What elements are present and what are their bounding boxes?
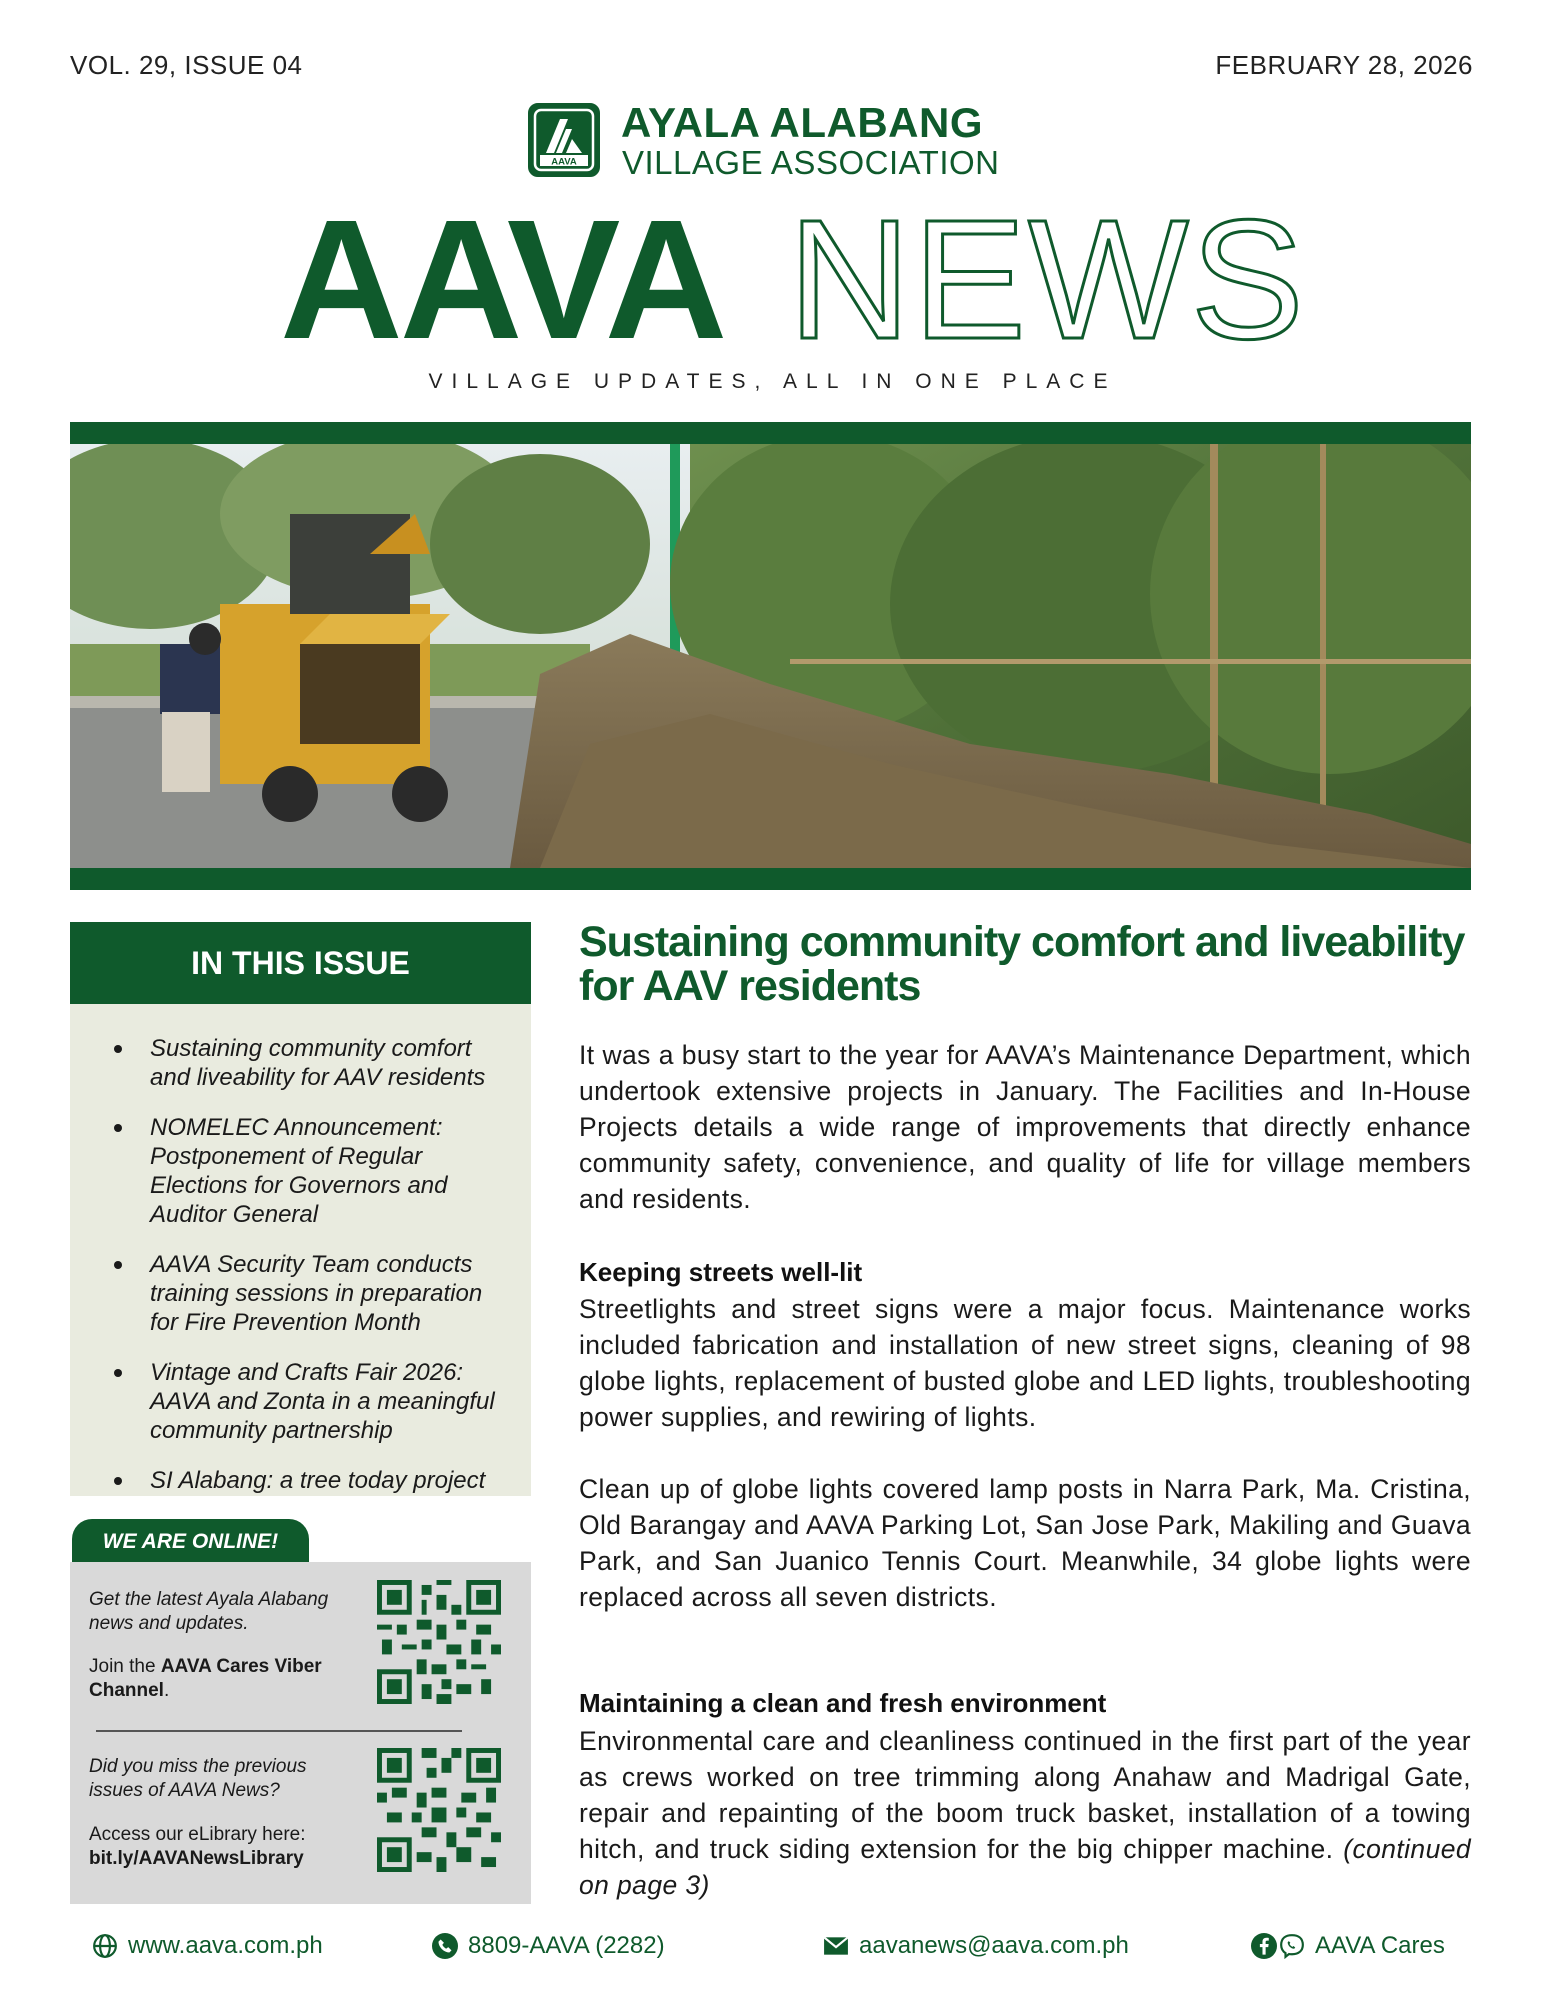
hero-bottom-bar <box>70 868 1471 890</box>
section-heading: Keeping streets well-lit <box>579 1257 863 1287</box>
toc-item-label: NOMELEC Announcement: Postponement of Regular Elections for Governors and Auditor General <box>150 1114 448 1228</box>
library-link[interactable]: bit.ly/AAVANewsLibrary <box>89 1848 304 1869</box>
facebook-icon <box>1251 1933 1277 1959</box>
phone-icon <box>432 1933 458 1959</box>
qr-code-icon[interactable] <box>377 1580 501 1704</box>
article-paragraph: Streetlights and street signs were a major focus. Maintenance works included fabrication and installation of new street signs, cleaning of 98 globe lights, replacement of busted globe and LED lights, troubleshooting power supplies, and rewiring of lights. <box>579 1294 1471 1432</box>
bullet-icon <box>114 1045 122 1053</box>
article-paragraph: Environmental care and cleanliness continued in the first part of the year as crews worked on tree trimming along Anahaw and Madrigal Gate, repair and repainting of the boom truck basket, installation of a towing hitch, and truck siding extension for the big chipper machine. (continued on page 3) <box>579 1726 1471 1900</box>
website-text: www.aava.com.ph <box>128 1932 323 1959</box>
toc-item-label: Sustaining community comfort and liveability for AAV residents <box>150 1035 486 1091</box>
issue-date: FEBRUARY 28, 2026 <box>1215 50 1473 80</box>
bullet-icon <box>114 1369 122 1377</box>
article-intro: It was a busy start to the year for AAVA’s Maintenance Department, which undertook extensive projects in January. The Facilities and In-House Projects details a wide range of improvements that directly enhance community safety, convenience, and quality of life for village members and residents. <box>579 1040 1471 1214</box>
footer-website[interactable] <box>92 1932 323 1960</box>
footer-email[interactable] <box>823 1932 1129 1960</box>
bullet-icon <box>114 1124 122 1132</box>
logo-text: AAVA <box>551 156 577 168</box>
phone-text: 8809-AAVA (2282) <box>468 1932 665 1959</box>
hero-photo <box>70 444 1471 868</box>
section-heading: Maintaining a clean and fresh environment <box>579 1688 1107 1718</box>
masthead-aava: AAVA <box>280 185 725 375</box>
continued-note[interactable]: (continued on page 3) <box>579 1834 1471 1900</box>
article-title: Sustaining community comfort and liveability for AAV residents <box>579 918 1465 1010</box>
hero-top-bar <box>70 422 1471 444</box>
toc-item[interactable] <box>110 1034 511 1092</box>
org-name-line1: AYALA ALABANG <box>621 99 983 146</box>
toc-heading: IN THIS ISSUE <box>70 922 531 1004</box>
viber-join-text: Join the AAVA Cares Viber Channel. <box>89 1656 322 1701</box>
online-tab: WE ARE ONLINE! <box>72 1519 309 1563</box>
article-paragraph: Clean up of globe lights covered lamp posts in Narra Park, Ma. Cristina, Old Barangay and AAVA Parking Lot, San Jose Park, Makiling and Guava Park, and San Juanico Tennis Court. Meanwhile, 34 globe lights were replaced across all seven districts. <box>579 1474 1471 1612</box>
toc-item[interactable] <box>110 1113 511 1229</box>
email-text: aavanews@aava.com.ph <box>859 1932 1129 1959</box>
divider <box>96 1730 462 1732</box>
bullet-icon <box>114 1261 122 1269</box>
toc-list <box>70 1004 531 1496</box>
library-access-text: Access our eLibrary here: <box>89 1824 306 1845</box>
toc-item-label: Vintage and Crafts Fair 2026: AAVA and Zonta in a meaningful community partnership <box>150 1359 495 1444</box>
bullet-icon <box>114 1477 122 1485</box>
tagline: VILLAGE UPDATES, ALL IN ONE PLACE <box>428 370 1117 393</box>
org-name-line2: VILLAGE ASSOCIATION <box>622 144 1000 181</box>
masthead-news: NEWS <box>788 185 1306 375</box>
qr-code-icon[interactable] <box>377 1748 501 1872</box>
volume-issue: VOL. 29, ISSUE 04 <box>70 50 303 80</box>
toc-item-label: AAVA Security Team conducts training sessions in preparation for Fire Prevention Month <box>150 1251 483 1336</box>
social-text: AAVA Cares <box>1315 1932 1445 1959</box>
globe-icon <box>92 1933 118 1959</box>
toc-item-label: SI Alabang: a tree today project <box>150 1467 486 1494</box>
viber-channel-name[interactable]: AAVA Cares Viber Channel <box>89 1656 322 1701</box>
toc-item[interactable] <box>110 1250 511 1337</box>
aava-logo-icon <box>528 103 600 177</box>
viber-icon <box>1279 1933 1305 1959</box>
mail-icon <box>823 1933 849 1959</box>
viber-intro: Get the latest Ayala Alabang news and updates. <box>89 1589 329 1634</box>
footer-phone[interactable] <box>432 1932 665 1960</box>
footer-social[interactable] <box>1251 1932 1445 1960</box>
library-intro: Did you miss the previous issues of AAVA News? <box>89 1756 307 1801</box>
toc-item[interactable] <box>110 1358 511 1445</box>
online-box <box>70 1562 531 1904</box>
toc-item[interactable] <box>110 1466 511 1495</box>
